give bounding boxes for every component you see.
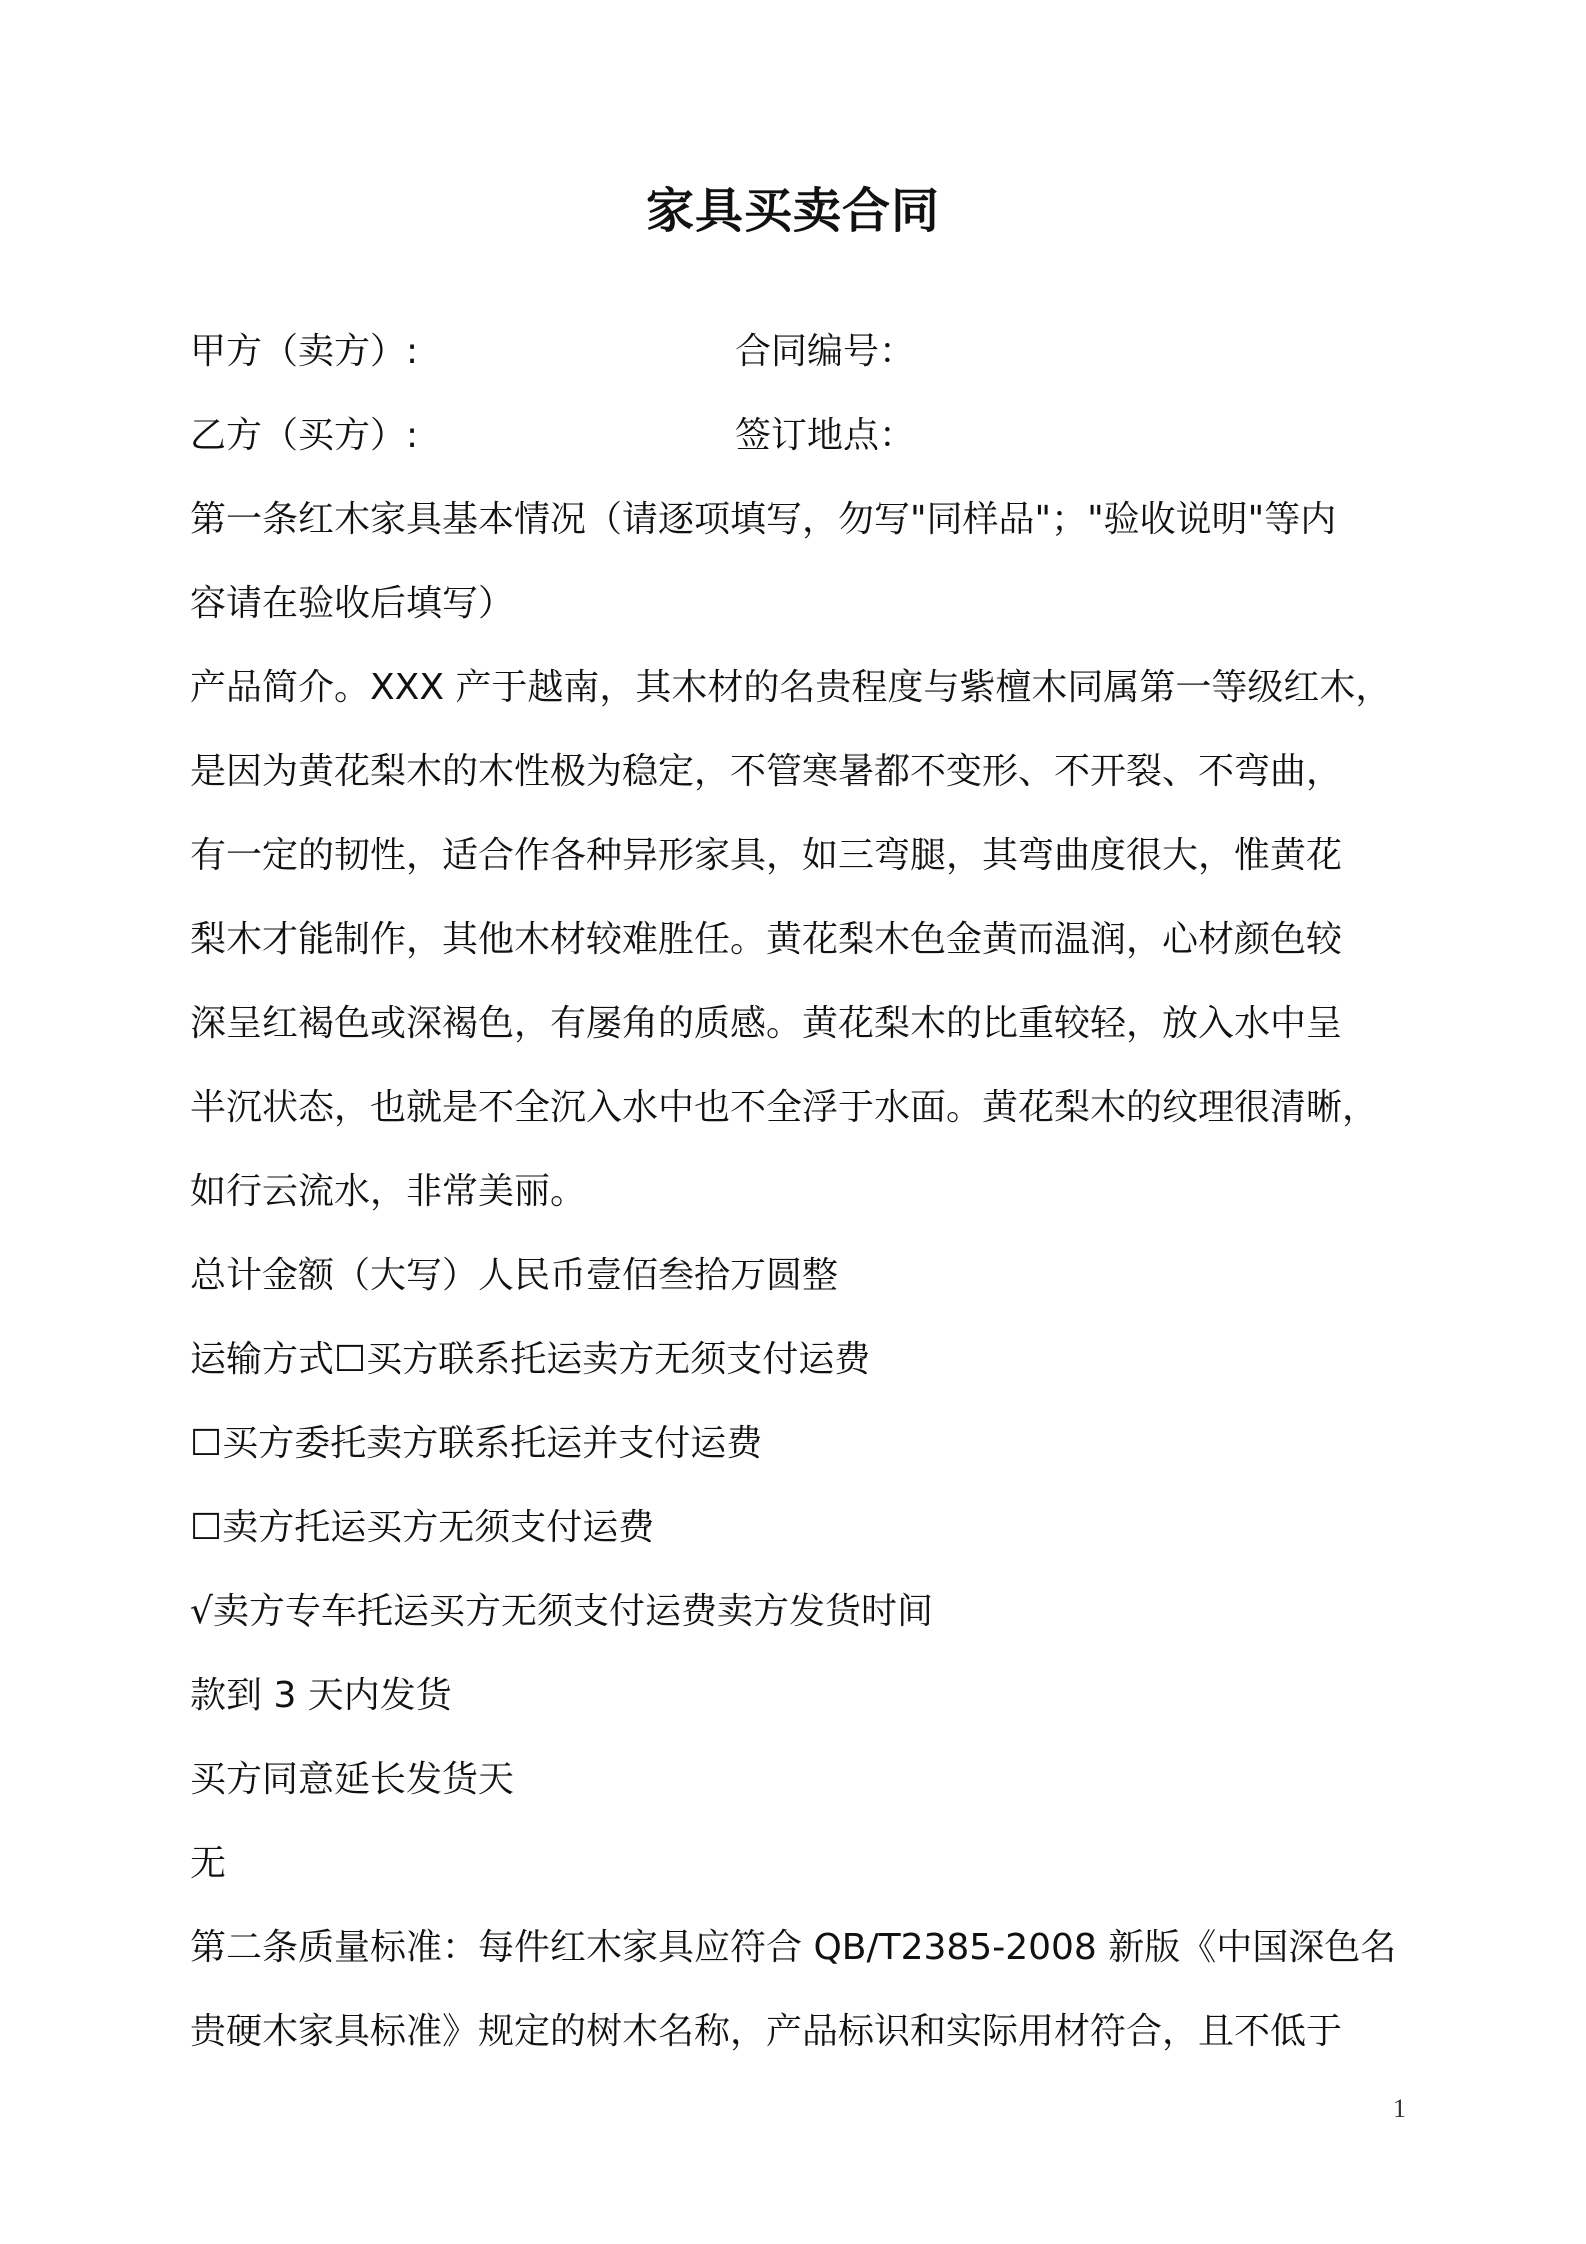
article-two-line-1: 第二条质量标准：每件红木家具应符合 QB/T2385-2008 新版《中国深色名 [190, 1927, 1397, 1968]
transport-option-1: 运输方式☐买方联系托运卖方无须支付运费 [190, 1339, 871, 1380]
seller-label: 甲方（卖方）: [190, 331, 419, 372]
product-intro-line-5: 深呈红褐色或深褐色，有屡角的质感。黄花梨木的比重较轻，放入水中呈 [190, 1003, 1343, 1044]
product-intro-line-1: 产品简介。XXX 产于越南，其木材的名贵程度与紫檀木同属第一等级红木， [190, 667, 1392, 708]
article-two-line-2: 贵硬木家具标准》规定的树木名称，产品标识和实际用材符合，且不低于 [190, 2011, 1343, 2052]
product-intro-line-3: 有一定的韧性，适合作各种异形家具，如三弯腿，其弯曲度很大，惟黄花 [190, 835, 1343, 876]
page-number: 1 [1393, 2094, 1406, 2123]
transport-option-2: ☐买方委托卖方联系托运并支付运费 [190, 1423, 763, 1464]
transport-option-4: √卖方专车托运买方无须支付运费卖方发货时间 [190, 1591, 933, 1632]
buyer-label: 乙方（买方）: [190, 415, 419, 456]
transport-option-3: ☐卖方托运买方无须支付运费 [190, 1507, 655, 1548]
product-intro-line-4: 梨木才能制作，其他木材较难胜任。黄花梨木色金黄而温润，心材颜色较 [190, 919, 1343, 960]
delivery-extension-value: 无 [190, 1843, 227, 1884]
delivery-extension-line: 买方同意延长发货天 [190, 1759, 515, 1800]
document-title: 家具买卖合同 [645, 183, 940, 239]
total-amount-line: 总计金额（大写）人民币壹佰叁拾万圆整 [190, 1255, 839, 1296]
contract-number-label: 合同编号： [735, 331, 916, 372]
delivery-time-line: 款到 3 天内发货 [190, 1675, 452, 1716]
product-intro-line-6: 半沉状态，也就是不全沉入水中也不全浮于水面。黄花梨木的纹理很清晰， [190, 1087, 1379, 1128]
product-intro-line-2: 是因为黄花梨木的木性极为稳定，不管寒暑都不变形、不开裂、不弯曲， [190, 751, 1343, 792]
article-one-heading-line-1: 第一条红木家具基本情况（请逐项填写，勿写"同样品"；"验收说明"等内 [190, 499, 1337, 540]
article-one-heading-line-2: 容请在验收后填写） [190, 583, 515, 624]
product-intro-line-7: 如行云流水，非常美丽。 [190, 1171, 587, 1212]
signing-place-label: 签订地点： [735, 415, 916, 456]
